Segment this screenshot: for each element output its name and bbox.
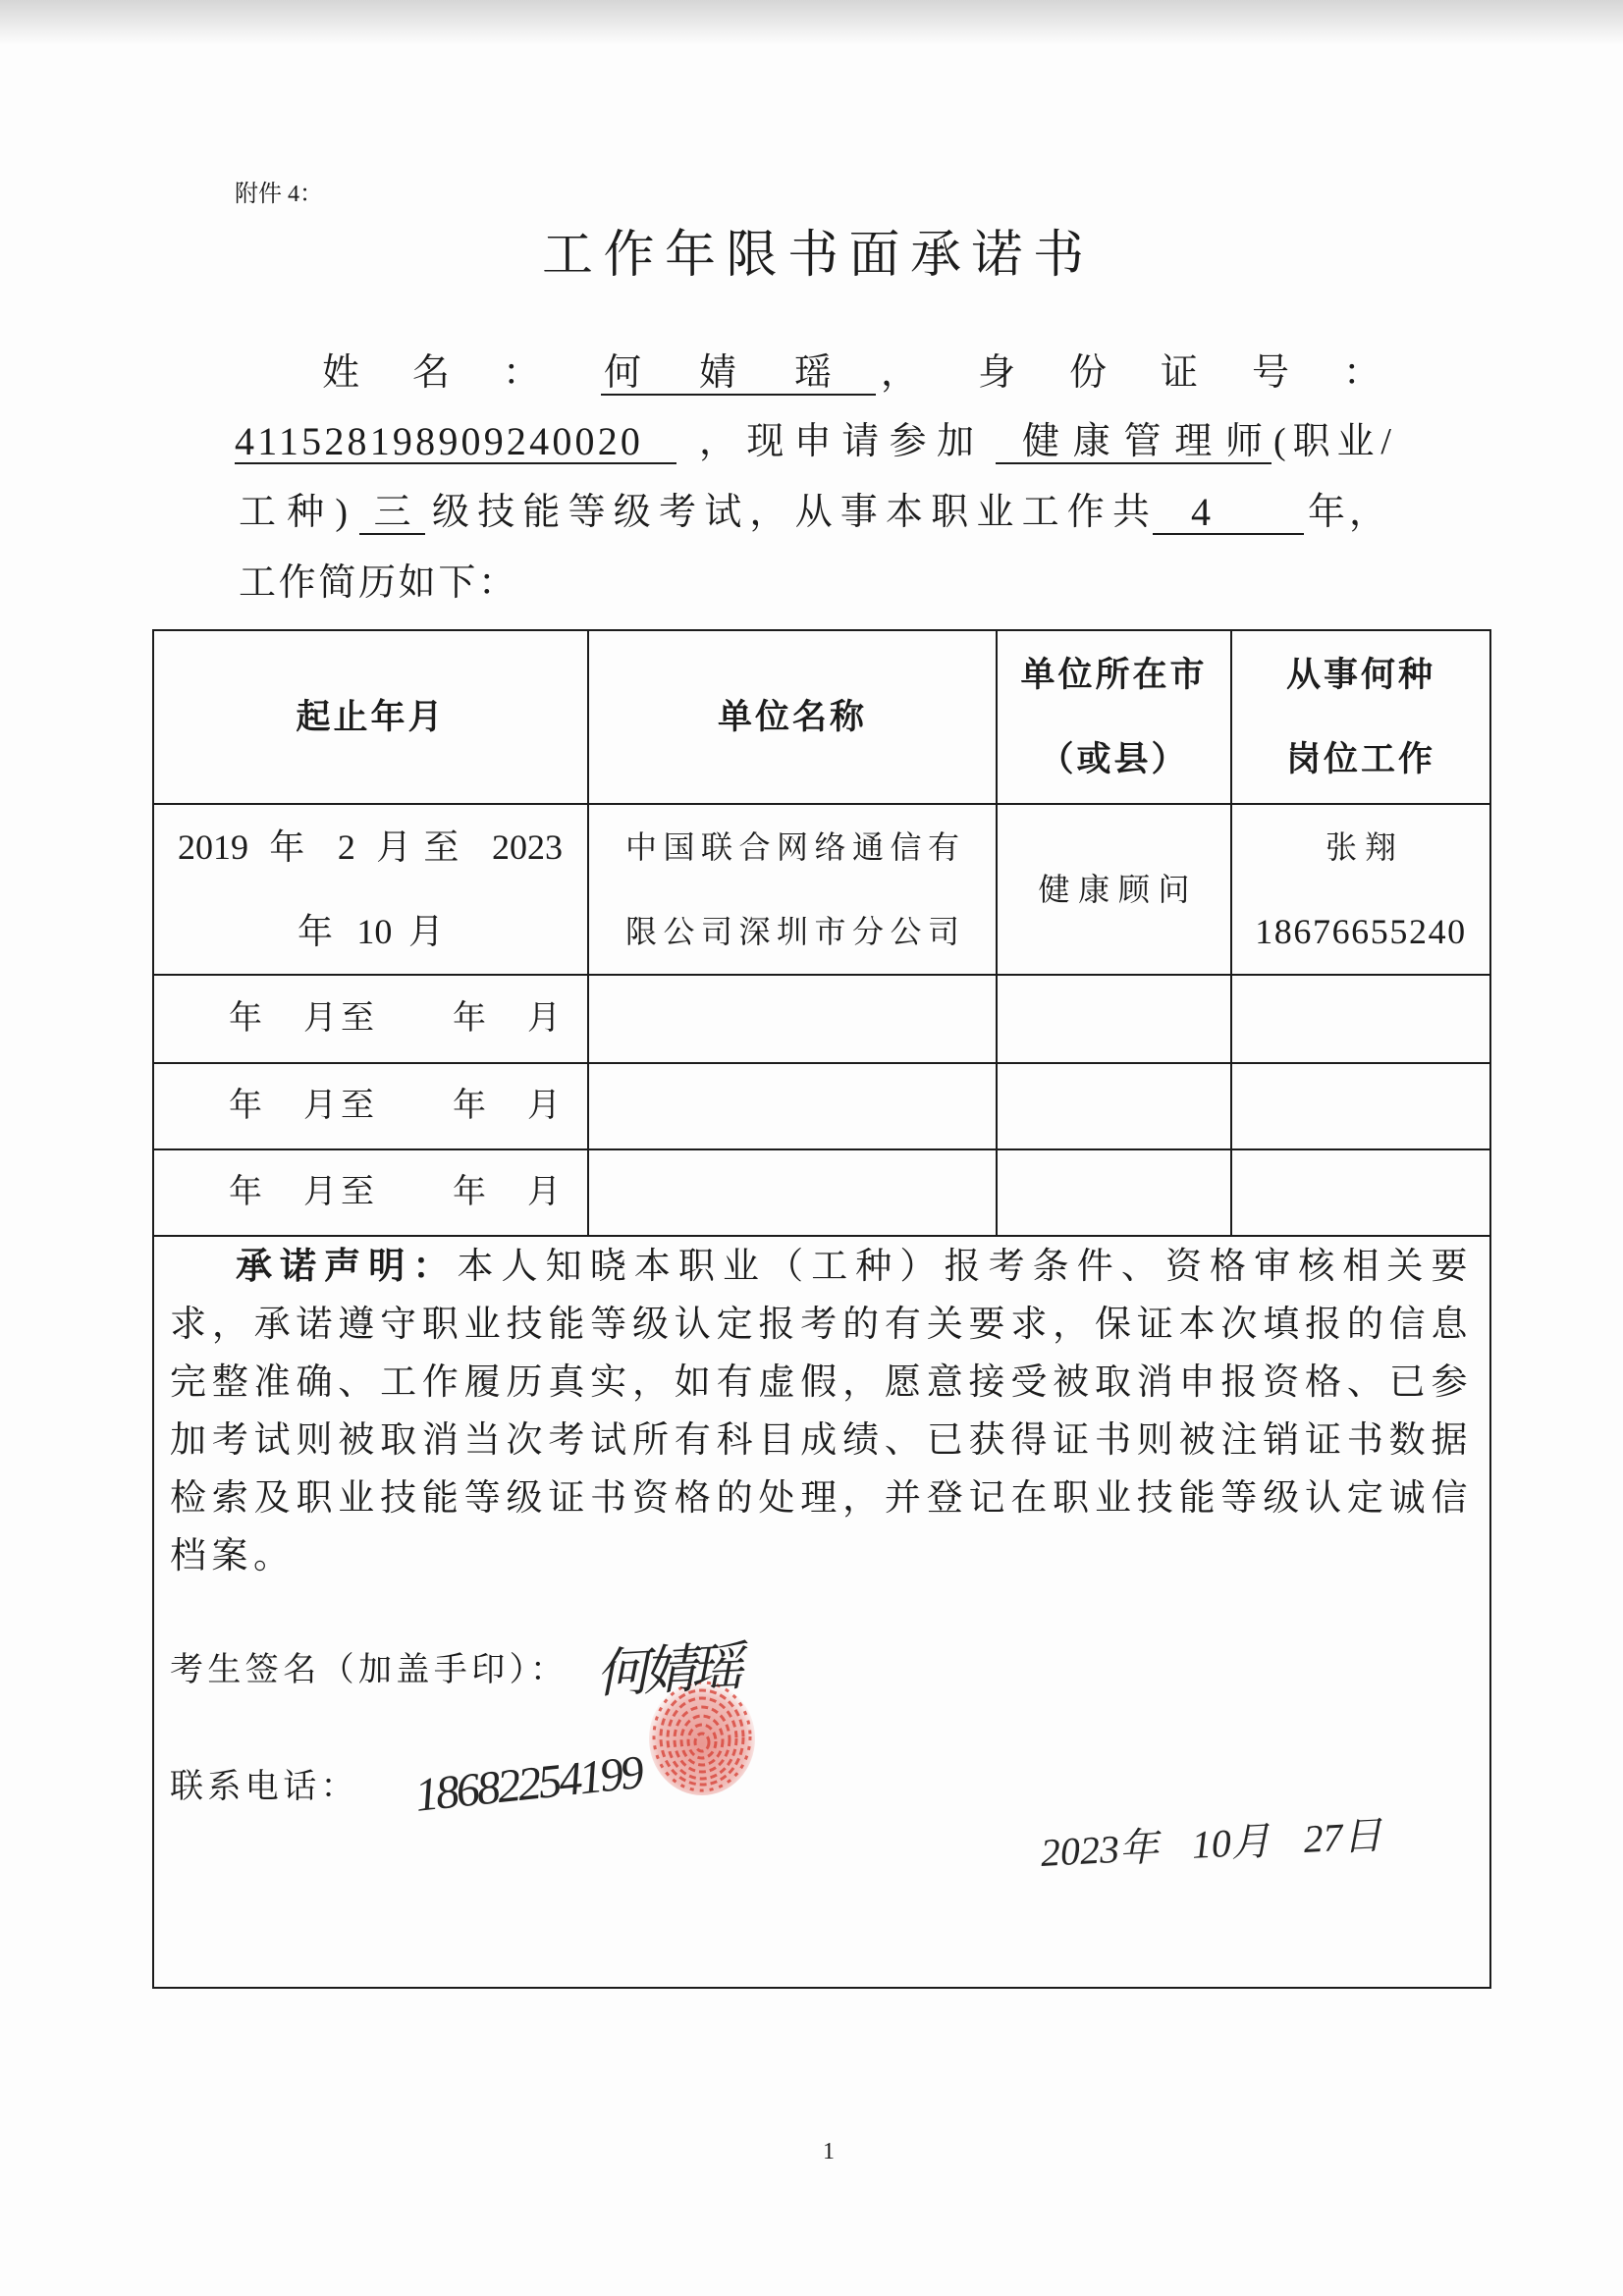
resume-intro: 工作简历如下：: [239, 562, 515, 604]
table-row: [153, 1063, 1490, 1149]
city-value: 健康顾问: [1038, 872, 1190, 907]
period-line2: 年 10 月: [298, 912, 444, 951]
header-position-label-line2: 岗位工作: [1285, 739, 1435, 778]
level-value: 三: [359, 490, 425, 535]
name-label: 姓名：: [322, 352, 540, 394]
handwritten-phone: 18682254199: [412, 1746, 644, 1822]
occupation-value: 健康管理师: [996, 419, 1271, 464]
employer-line2: 限公司深圳市分公司: [625, 914, 959, 949]
header-position-label-line1: 从事何种: [1285, 655, 1435, 694]
table-row: [153, 804, 1490, 975]
apply-text: ，现申请参加: [699, 421, 974, 462]
handwritten-signature: 何婧瑶: [594, 1637, 739, 1704]
header-city: [997, 630, 1231, 804]
period-cell: [153, 1063, 588, 1149]
declaration-row: [153, 1236, 1490, 1988]
declaration-section: [154, 1237, 1489, 1987]
years-suffix: 年，: [1308, 492, 1386, 533]
city-cell: [997, 1149, 1231, 1236]
work-history-table: [152, 629, 1491, 1989]
declaration-cell: [153, 1236, 1490, 1988]
level-text: 级技能等级考试，从事本职业工作共: [432, 492, 1150, 533]
city-cell: [997, 804, 1231, 975]
signature-label: 考生签名（加盖手印）：: [170, 1652, 568, 1688]
position-line1: 张翔: [1325, 829, 1396, 865]
period-cell: [153, 975, 588, 1063]
header-city-label-line2: （或县）: [1039, 739, 1189, 778]
employer-cell: [588, 1149, 997, 1236]
document-title: 工作年限书面承诺书: [542, 228, 1084, 284]
header-period-label: 起止年月: [296, 697, 446, 736]
city-cell: [997, 1063, 1231, 1149]
period-cell: [153, 804, 588, 975]
handwritten-date: 2023年 10月 27日: [1039, 1812, 1383, 1875]
position-cell: [1231, 804, 1490, 975]
position-cell: [1231, 975, 1490, 1063]
position-cell: [1231, 1063, 1490, 1149]
scan-shadow: [0, 0, 1623, 45]
id-number-value: 411528198909240020: [235, 419, 676, 464]
header-employer-label: 单位名称: [717, 697, 867, 736]
occupation-suffix-close: 工种): [239, 492, 348, 533]
header-position: [1231, 630, 1490, 804]
employer-cell: [588, 1063, 997, 1149]
employer-cell: [588, 804, 997, 975]
table-row: [153, 1149, 1490, 1236]
name-comma: ，: [881, 352, 919, 394]
period-placeholder: 年 月至 年 月: [229, 1174, 565, 1210]
years-value: 4: [1153, 490, 1304, 535]
header-city-label-line1: 单位所在市: [1020, 655, 1208, 694]
table-header-row: [153, 630, 1490, 804]
page-number: 1: [823, 2139, 835, 2164]
declaration-text: 本人知晓本职业（工种）报考条件、资格审核相关要求，承诺遵守职业技能等级认定报考的有关要求，保证本次填报的信息完整准确、工作履历真实，如有虚假，愿意接受被取消申报资格、已参加考试则被取消当次考试所有科目成绩、已获得证书则被注销证书数据检索及职业技能等级证书资格的处理，并登记在职业技能等级认定诚信档案。: [170, 1247, 1474, 1576]
occupation-suffix-open: (职业/: [1273, 421, 1391, 462]
period-placeholder: 年 月至 年 月: [229, 1000, 565, 1037]
declaration-label: 承诺声明：: [236, 1247, 458, 1287]
header-period: [153, 630, 588, 804]
position-line2: 18676655240: [1255, 912, 1467, 951]
contact-label: 联系电话：: [170, 1769, 358, 1805]
employer-cell: [588, 975, 997, 1063]
declaration-paragraph: [170, 1238, 1473, 1585]
period-line1: 2019 年 2 月至 2023: [178, 828, 563, 867]
period-cell: [153, 1149, 588, 1236]
employer-line1: 中国联合网络通信有: [625, 829, 959, 865]
city-cell: [997, 975, 1231, 1063]
period-placeholder: 年 月至 年 月: [229, 1088, 565, 1124]
table-row: [153, 975, 1490, 1063]
attachment-label: 附件 4：: [235, 182, 323, 207]
header-employer: [588, 630, 997, 804]
name-value: 何婧瑶: [601, 350, 876, 396]
id-label: 身份证号：: [978, 352, 1380, 394]
position-cell: [1231, 1149, 1490, 1236]
